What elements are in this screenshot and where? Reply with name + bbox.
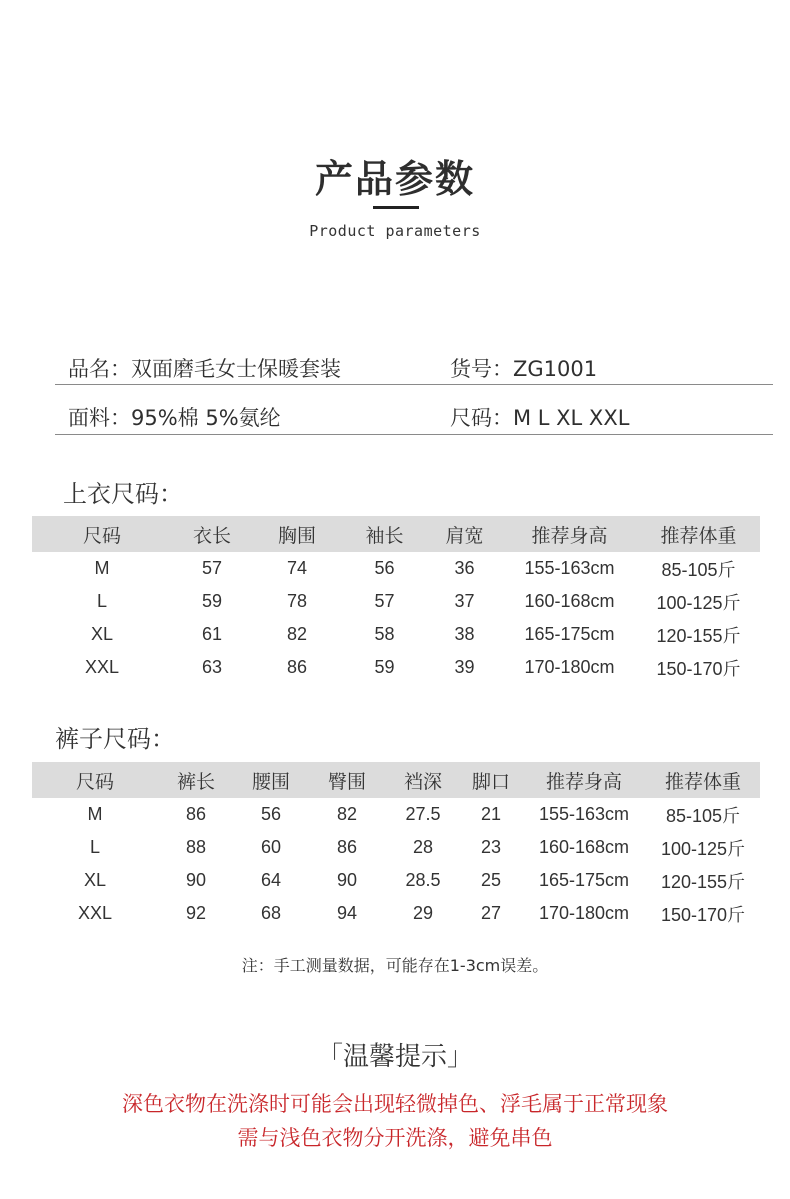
- page-title: 产品参数: [314, 157, 475, 201]
- table-cell: M: [94, 558, 110, 578]
- table-cell: 57: [201, 558, 223, 578]
- table-cell: 61: [201, 624, 223, 644]
- product-fabric: 面料：95%棉 5%氨纶: [68, 406, 281, 430]
- product-name: 品名：双面磨毛女士保暖套装: [68, 357, 341, 381]
- table-row: [32, 618, 760, 651]
- table-cell: 170-180cm: [538, 903, 630, 923]
- title-divider: [373, 206, 419, 209]
- table-cell: 64: [260, 870, 282, 890]
- table-cell: 78: [286, 591, 308, 611]
- table-cell: 59: [201, 591, 223, 611]
- table-cell: 38: [454, 624, 475, 644]
- table-cell: 36: [454, 558, 475, 578]
- top-size-table: [32, 516, 760, 684]
- table-cell: 21: [480, 804, 502, 824]
- column-header: 臀围: [308, 762, 386, 798]
- table-cell: 150-170斤: [656, 658, 741, 679]
- table-cell: 120-155斤: [656, 625, 741, 646]
- table-header-row: [32, 762, 760, 798]
- column-header: 裤长: [158, 762, 234, 798]
- table-cell: 90: [336, 870, 358, 890]
- table-cell: 82: [336, 804, 358, 824]
- table-cell: 88: [185, 837, 207, 857]
- table-cell: 57: [374, 591, 395, 611]
- table-cell: 63: [201, 657, 223, 677]
- table-cell: 100-125斤: [656, 592, 741, 613]
- table-cell: 86: [336, 837, 358, 857]
- column-header: 尺码: [32, 762, 158, 798]
- column-header: 推荐体重: [637, 516, 760, 552]
- table-cell: 170-180cm: [524, 657, 615, 677]
- table-cell: 58: [374, 624, 395, 644]
- table-cell: 25: [480, 870, 502, 890]
- table-cell: 155-163cm: [524, 558, 615, 578]
- table-cell: 86: [185, 804, 207, 824]
- page-subtitle: Product parameters: [309, 222, 481, 240]
- product-sku: 货号：ZG1001: [450, 357, 598, 381]
- top-size-title: 上衣尺码：: [63, 480, 183, 508]
- table-row: [32, 585, 760, 618]
- table-cell: 150-170斤: [660, 904, 746, 925]
- table-cell: 27: [480, 903, 502, 923]
- table-cell: 23: [480, 837, 502, 857]
- table-row: [32, 864, 760, 897]
- table-cell: 165-175cm: [524, 624, 615, 644]
- column-header: 衣长: [172, 516, 252, 552]
- table-row: [32, 831, 760, 864]
- tips-line-2: 需与浅色衣物分开洗涤，避免串色: [237, 1126, 553, 1150]
- tips-title: 「温馨提示」: [316, 1042, 473, 1072]
- table-cell: 155-163cm: [538, 804, 630, 824]
- table-cell: 85-105斤: [665, 805, 741, 826]
- measurement-note: 注：手工测量数据，可能存在1-3cm误差。: [241, 956, 549, 975]
- table-cell: XXL: [77, 903, 113, 923]
- table-cell: 59: [374, 657, 395, 677]
- column-header: 尺码: [32, 516, 172, 552]
- table-cell: 85-105斤: [661, 559, 736, 580]
- table-cell: XXL: [84, 657, 120, 677]
- table-row: [32, 651, 760, 684]
- table-cell: 94: [336, 903, 358, 923]
- table-cell: L: [96, 591, 107, 611]
- table-cell: 60: [260, 837, 282, 857]
- table-cell: 160-168cm: [538, 837, 630, 857]
- table-cell: 56: [374, 558, 395, 578]
- table-cell: 120-155斤: [660, 871, 746, 892]
- table-cell: M: [87, 804, 103, 824]
- table-cell: 160-168cm: [524, 591, 615, 611]
- info-divider: [55, 384, 773, 385]
- table-cell: 100-125斤: [660, 838, 746, 859]
- table-row: [32, 552, 760, 585]
- table-cell: 28.5: [405, 870, 441, 890]
- column-header: 胸围: [252, 516, 342, 552]
- table-header-row: [32, 516, 760, 552]
- pants-size-table: [32, 762, 760, 930]
- table-cell: 92: [185, 903, 207, 923]
- column-header: 脚口: [460, 762, 522, 798]
- column-header: 裆深: [386, 762, 460, 798]
- column-header: 腰围: [234, 762, 308, 798]
- table-cell: 165-175cm: [538, 870, 630, 890]
- table-row: [32, 897, 760, 930]
- table-cell: 82: [286, 624, 308, 644]
- table-cell: 28: [412, 837, 434, 857]
- table-cell: 27.5: [405, 804, 441, 824]
- table-cell: XL: [90, 624, 114, 644]
- table-cell: 37: [454, 591, 475, 611]
- column-header: 肩宽: [427, 516, 502, 552]
- tips-line-1: 深色衣物在洗涤时可能会出现轻微掉色、浮毛属于正常现象: [122, 1092, 668, 1116]
- column-header: 袖长: [342, 516, 427, 552]
- table-cell: L: [89, 837, 100, 857]
- product-sizes: 尺码：M L XL XXL: [450, 406, 630, 430]
- column-header: 推荐体重: [646, 762, 760, 798]
- table-cell: 39: [454, 657, 475, 677]
- column-header: 推荐身高: [502, 516, 637, 552]
- pants-size-title: 裤子尺码：: [55, 725, 175, 753]
- table-cell: 86: [286, 657, 308, 677]
- table-cell: XL: [83, 870, 107, 890]
- table-cell: 68: [260, 903, 282, 923]
- column-header: 推荐身高: [522, 762, 646, 798]
- info-divider: [55, 434, 773, 435]
- table-cell: 90: [185, 870, 207, 890]
- table-cell: 74: [286, 558, 308, 578]
- table-cell: 29: [412, 903, 434, 923]
- table-cell: 56: [260, 804, 282, 824]
- table-row: [32, 798, 760, 831]
